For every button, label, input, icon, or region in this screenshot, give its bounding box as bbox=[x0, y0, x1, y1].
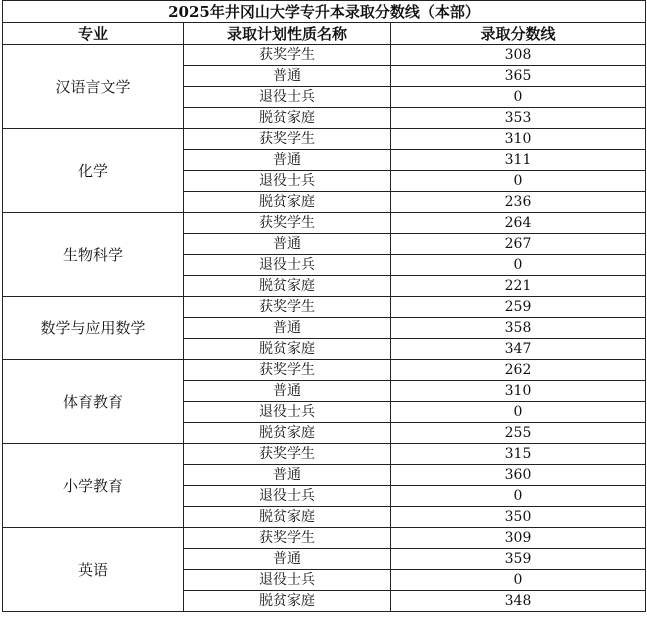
score-cell: 264 bbox=[391, 213, 646, 234]
plan-type-cell: 获奖学生 bbox=[184, 297, 391, 318]
plan-type-cell: 普通 bbox=[184, 234, 391, 255]
title-row bbox=[3, 1, 646, 23]
header-plan-type: 录取计划性质名称 bbox=[184, 23, 391, 45]
score-cell: 0 bbox=[391, 486, 646, 507]
score-cell: 262 bbox=[391, 360, 646, 381]
table-row bbox=[3, 129, 646, 150]
header-row bbox=[3, 23, 646, 45]
score-cell: 0 bbox=[391, 402, 646, 423]
score-cell: 236 bbox=[391, 192, 646, 213]
table-row bbox=[3, 297, 646, 318]
table-row bbox=[3, 528, 646, 549]
score-cell: 0 bbox=[391, 255, 646, 276]
plan-type-cell: 获奖学生 bbox=[184, 45, 391, 66]
score-cell: 0 bbox=[391, 87, 646, 108]
plan-type-cell: 退役士兵 bbox=[184, 171, 391, 192]
major-name-cell: 英语 bbox=[3, 528, 184, 612]
score-cell: 255 bbox=[391, 423, 646, 444]
plan-type-cell: 脱贫家庭 bbox=[184, 192, 391, 213]
score-cell: 310 bbox=[391, 381, 646, 402]
table-row bbox=[3, 213, 646, 234]
table-row bbox=[3, 444, 646, 465]
score-cell: 0 bbox=[391, 570, 646, 591]
score-cell: 0 bbox=[391, 171, 646, 192]
plan-type-cell: 普通 bbox=[184, 549, 391, 570]
plan-type-cell: 脱贫家庭 bbox=[184, 108, 391, 129]
score-cell: 311 bbox=[391, 150, 646, 171]
plan-type-cell: 脱贫家庭 bbox=[184, 591, 391, 612]
score-cell: 315 bbox=[391, 444, 646, 465]
admission-score-table bbox=[2, 0, 646, 612]
table-row bbox=[3, 45, 646, 66]
plan-type-cell: 脱贫家庭 bbox=[184, 423, 391, 444]
table-title: 2025年井冈山大学专升本录取分数线（本部） bbox=[3, 1, 646, 23]
plan-type-cell: 普通 bbox=[184, 381, 391, 402]
score-cell: 350 bbox=[391, 507, 646, 528]
score-cell: 267 bbox=[391, 234, 646, 255]
header-major: 专业 bbox=[3, 23, 184, 45]
plan-type-cell: 脱贫家庭 bbox=[184, 276, 391, 297]
plan-type-cell: 普通 bbox=[184, 465, 391, 486]
plan-type-cell: 获奖学生 bbox=[184, 360, 391, 381]
score-cell: 359 bbox=[391, 549, 646, 570]
table-row bbox=[3, 360, 646, 381]
score-cell: 221 bbox=[391, 276, 646, 297]
score-cell: 310 bbox=[391, 129, 646, 150]
score-cell: 365 bbox=[391, 66, 646, 87]
score-cell: 347 bbox=[391, 339, 646, 360]
plan-type-cell: 退役士兵 bbox=[184, 486, 391, 507]
score-cell: 358 bbox=[391, 318, 646, 339]
plan-type-cell: 普通 bbox=[184, 150, 391, 171]
score-cell: 309 bbox=[391, 528, 646, 549]
major-name-cell: 化学 bbox=[3, 129, 184, 213]
major-name-cell: 汉语言文学 bbox=[3, 45, 184, 129]
plan-type-cell: 获奖学生 bbox=[184, 213, 391, 234]
major-name-cell: 体育教育 bbox=[3, 360, 184, 444]
plan-type-cell: 退役士兵 bbox=[184, 402, 391, 423]
plan-type-cell: 普通 bbox=[184, 318, 391, 339]
plan-type-cell: 退役士兵 bbox=[184, 87, 391, 108]
score-cell: 360 bbox=[391, 465, 646, 486]
score-cell: 308 bbox=[391, 45, 646, 66]
plan-type-cell: 脱贫家庭 bbox=[184, 507, 391, 528]
major-name-cell: 生物科学 bbox=[3, 213, 184, 297]
score-cell: 259 bbox=[391, 297, 646, 318]
plan-type-cell: 获奖学生 bbox=[184, 129, 391, 150]
major-name-cell: 数学与应用数学 bbox=[3, 297, 184, 360]
plan-type-cell: 获奖学生 bbox=[184, 528, 391, 549]
plan-type-cell: 退役士兵 bbox=[184, 570, 391, 591]
table-body bbox=[3, 45, 646, 612]
major-name-cell: 小学教育 bbox=[3, 444, 184, 528]
score-cell: 348 bbox=[391, 591, 646, 612]
score-cell: 353 bbox=[391, 108, 646, 129]
plan-type-cell: 脱贫家庭 bbox=[184, 339, 391, 360]
plan-type-cell: 退役士兵 bbox=[184, 255, 391, 276]
header-score: 录取分数线 bbox=[391, 23, 646, 45]
plan-type-cell: 获奖学生 bbox=[184, 444, 391, 465]
plan-type-cell: 普通 bbox=[184, 66, 391, 87]
